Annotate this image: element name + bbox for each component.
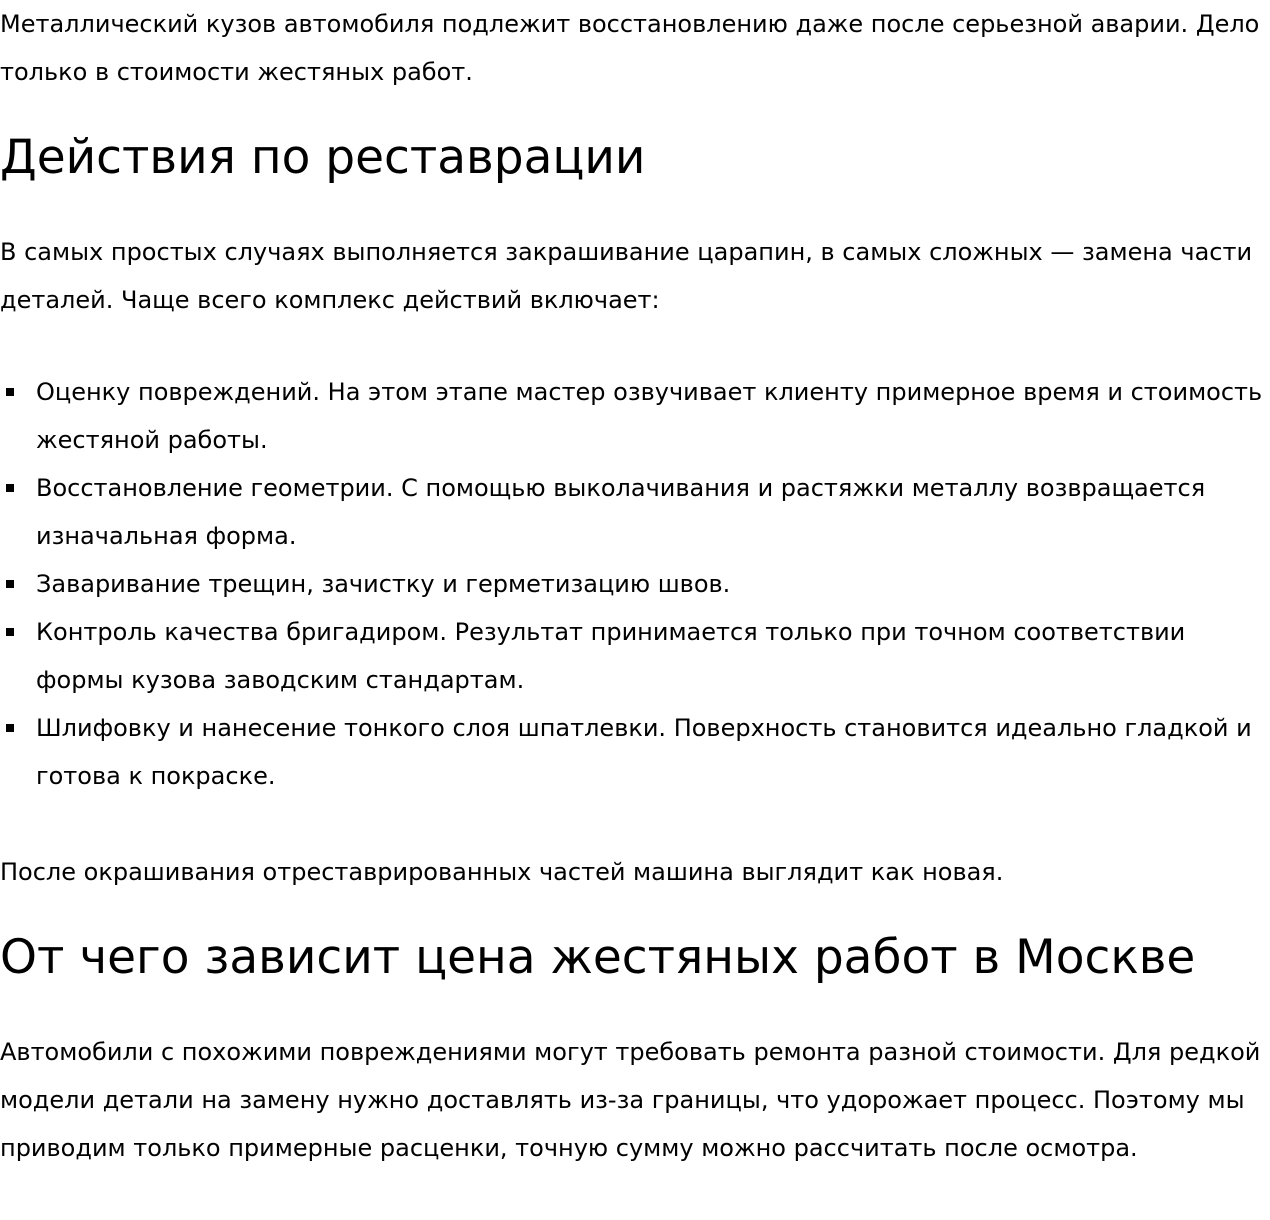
square-bullet-icon (6, 628, 14, 636)
list-item-text: Контроль качества бригадиром. Результат принимается только при точном соответствии формы кузова заводским стандартам. (36, 618, 1186, 694)
list-item-text: Шлифовку и нанесение тонкого слоя шпатлевки. Поверхность становится идеально гладкой и готова к покраске. (36, 714, 1252, 790)
intro-paragraph: Металлический кузов автомобиля подлежит восстановлению даже после серьезной аварии. Дело только в стоимости жестяных работ. (0, 10, 1260, 86)
price-heading: От чего зависит цена жестяных работ в Москве (0, 930, 1196, 985)
square-bullet-icon (6, 388, 14, 396)
list-item-text: Заваривание трещин, зачистку и герметизацию швов. (36, 570, 731, 598)
list-item (0, 464, 1270, 560)
price-paragraph: Автомобили с похожими повреждениями могут требовать ремонта разной стоимости. Для редкой модели детали на замену нужно доставлять из-за границы, что удорожает процесс. Поэтому мы приводим только примерные расценки, точную сумму можно рассчитать после осмотра. (0, 1038, 1261, 1162)
list-item (0, 704, 1270, 800)
restoration-steps-list (0, 368, 1270, 800)
square-bullet-icon (6, 580, 14, 588)
restoration-heading: Действия по реставрации (0, 130, 646, 185)
list-item-text: Оценку повреждений. На этом этапе мастер озвучивает клиенту примерное время и стоимость жестяной работы. (36, 378, 1263, 454)
list-item (0, 608, 1270, 704)
square-bullet-icon (6, 484, 14, 492)
list-item (0, 560, 1270, 608)
restoration-lead-paragraph: В самых простых случаях выполняется закрашивание царапин, в самых сложных — замена части деталей. Чаще всего комплекс действий включает: (0, 238, 1253, 314)
square-bullet-icon (6, 724, 14, 732)
after-paint-paragraph: После окрашивания отреставрированных частей машина выглядит как новая. (0, 858, 1004, 886)
list-item-text: Восстановление геометрии. С помощью выколачивания и растяжки металлу возвращается изначальная форма. (36, 474, 1206, 550)
list-item (0, 368, 1270, 464)
